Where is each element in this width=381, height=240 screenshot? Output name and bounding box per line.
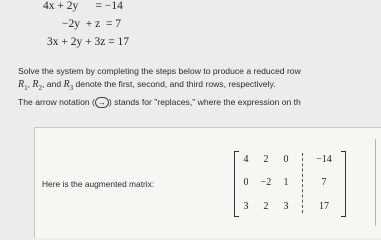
arrow-glyph: →	[97, 98, 106, 107]
row-symbol-r2	[32, 79, 42, 90]
r1-letter: R	[18, 79, 25, 90]
r2-subscript: 2	[38, 84, 42, 92]
equation-1: 4x + 2y = −14	[43, 0, 123, 12]
equation-3: 3x + 2y + 3z = 17	[47, 36, 130, 48]
instruction-line-3	[18, 97, 301, 108]
matrix-cell: 2	[263, 154, 269, 165]
matrix-cell: 2	[263, 201, 269, 212]
matrix-cell: 3	[243, 201, 249, 212]
matrix-cell: 0	[283, 154, 289, 165]
panel-divider	[375, 139, 376, 226]
matrix-cell: 7	[321, 177, 327, 188]
row-symbol-r3	[64, 79, 74, 90]
instruction-line-2	[18, 79, 276, 92]
r3-subscript: 3	[69, 84, 74, 92]
arrow-note-prefix: The arrow notation (	[18, 97, 95, 107]
instruction-line-1: Solve the system by completing the steps below to produce a reduced row	[18, 66, 301, 76]
augment-divider	[302, 153, 303, 213]
matrix-cell: 4	[243, 154, 249, 165]
separator-1: ,	[27, 79, 33, 89]
matrix-cell: 17	[319, 201, 329, 212]
separator-and: , and	[42, 79, 64, 89]
matrix-cell: −2	[260, 177, 272, 188]
equation-2: −2y + z = 7	[62, 18, 122, 30]
augmented-matrix	[234, 151, 346, 217]
matrix-cell: −14	[316, 154, 332, 165]
matrix-cell: 3	[283, 201, 289, 212]
matrix-cell: 0	[243, 177, 249, 188]
r1-subscript: 1	[24, 84, 28, 92]
matrix-cell: 1	[283, 177, 289, 188]
r2-letter: R	[32, 79, 39, 90]
right-bracket	[341, 151, 346, 217]
augmented-matrix-label: Here is the augmented matrix:	[42, 179, 155, 189]
row-symbol-r1	[18, 79, 28, 90]
right-arrow-icon	[95, 97, 109, 108]
r3-letter: R	[63, 79, 70, 90]
row-description: denote the first, second, and third rows, respectively.	[73, 79, 276, 89]
arrow-note-suffix: ) stands for "replaces," where the expression on th	[108, 97, 301, 107]
